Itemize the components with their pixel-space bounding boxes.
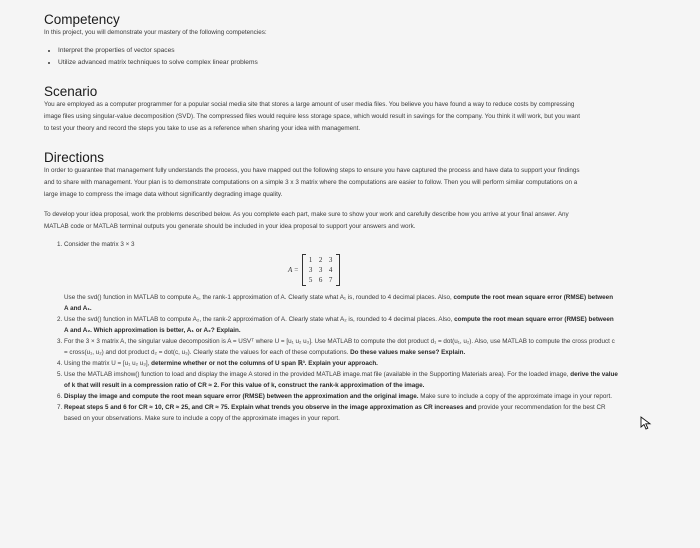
step-text-bold: determine whether or not the columns of U span ℝ³. Explain your approach.	[151, 360, 378, 367]
step-text-bold: derive the value of k that will result in a compression ratio of CR ≈ 2. For this value of k, construct the rank-k approximation of the image.	[64, 371, 618, 389]
matrix-label: A =	[288, 266, 299, 274]
step-text: Consider the matrix 3 × 3	[64, 241, 135, 248]
step-text: For the 3 × 3 matrix A, the singular value decomposition is A = USVᵀ where U = [u₁ u₂ u₃]. Use MATLAB to compute the dot product d₁ = dot(u₁, u₂). Also, use MATLAB to compute the cross product c = cross(u₁, u₂) and dot product d₂ = dot(c, u₃). Clearly state the values for each of these computations.	[64, 338, 615, 356]
matrix-cell: 5	[308, 276, 313, 284]
step-item	[64, 292, 618, 314]
matrix-a	[288, 254, 700, 286]
directions-para-2: To develop your idea proposal, work the problems described below. As you complete each part, make sure to show your work and carefully describe how you arrive at your final answer. Any MATLAB code or MATLAB terminal outputs you generate should be included in your idea proposal to support your answers and work.	[44, 211, 569, 230]
mouse-pointer-icon	[640, 416, 652, 430]
matrix-cell: 2	[318, 256, 323, 264]
step-text: Use the MATLAB imshow() function to load and display the image A stored in the provided MATLAB image.mat file (available in the Supporting Materials area). For the loaded image,	[64, 371, 571, 378]
competency-list	[44, 45, 700, 69]
step-item	[64, 358, 618, 369]
matrix-cell: 3	[308, 266, 313, 274]
competency-intro: In this project, you will demonstrate your mastery of the following competencies:	[44, 29, 267, 36]
step-text-bold: Do these values make sense? Explain.	[350, 349, 466, 356]
steps-list	[44, 239, 618, 250]
matrix-cell: 1	[308, 256, 313, 264]
step-item	[64, 336, 618, 358]
step-text-bold: compute the root mean square error (RMSE) between A and A₂. Which approximation is better, A₁ or A₂? Explain.	[64, 316, 614, 334]
matrix-cell: 6	[318, 276, 323, 284]
step-item	[64, 314, 618, 336]
competency-item: • Utilize advanced matrix techniques to solve complex linear problems	[58, 57, 700, 69]
scenario-heading: Scenario	[44, 84, 98, 99]
directions-heading: Directions	[44, 150, 105, 165]
step-item	[64, 239, 618, 250]
step-text: provide your recommendation for the best CR based on your observations. Make sure to include a copy of the approximate images in your report.	[64, 404, 606, 422]
step-text: Use the svd() function in MATLAB to compute A₂, the rank-2 approximation of A. Clearly state what A₂ is, rounded to 4 decimal places. Also,	[64, 316, 455, 323]
competency-heading: Competency	[44, 12, 120, 27]
step-text-bold: compute the root mean square error (RMSE) between A and A₁.	[64, 294, 614, 312]
step-item	[64, 369, 618, 391]
matrix-grid	[306, 255, 336, 285]
matrix-cell: 3	[318, 266, 323, 274]
matrix-cell: 7	[328, 276, 333, 284]
step-item	[64, 391, 618, 402]
step-text: Use the svd() function in MATLAB to compute A₁, the rank-1 approximation of A. Clearly state what A₁ is, rounded to 4 decimal places. Also,	[64, 294, 454, 301]
step-item	[64, 402, 618, 424]
matrix-cell: 4	[328, 266, 333, 274]
scenario-body: You are employed as a computer programmer for a popular social media site that stores a large amount of user media files. You believe you have found a way to reduce costs by compressing image files using singular-value decomposition (SVD). The compressed files would require less storage space, which would result in savings for the company. You think it will work, but you want to test your theory and record the steps you take to use as a reference when sharing your idea with management.	[44, 101, 580, 132]
matrix-cell: 3	[328, 256, 333, 264]
step-text-bold: Display the image and compute the root mean square error (RMSE) between the approximation and the original image.	[64, 393, 419, 400]
step-text: Using the matrix U = [u₁ u₂ u₃],	[64, 360, 152, 367]
competency-item: • Interpret the properties of vector spaces	[58, 45, 700, 57]
directions-para-1: In order to guarantee that management fully understands the process, you have mapped out the following steps to ensure you have captured the process and have data to support your findings and to share with management. Your plan is to demonstrate computations on a simple 3 x 3 matrix where the computations are easier to follow. Then you will perform similar computations on a large image to compress the image data without significantly degrading image quality.	[44, 167, 580, 198]
step-text: Make sure to include a copy of the approximate image in your report.	[418, 393, 613, 400]
right-bracket	[336, 254, 340, 286]
step-text-bold: Repeat steps 5 and 6 for CR ≈ 10, CR ≈ 25, and CR ≈ 75. Explain what trends you observe in the image approximation as CR increases and	[64, 404, 477, 411]
steps-list-continued	[44, 292, 618, 424]
